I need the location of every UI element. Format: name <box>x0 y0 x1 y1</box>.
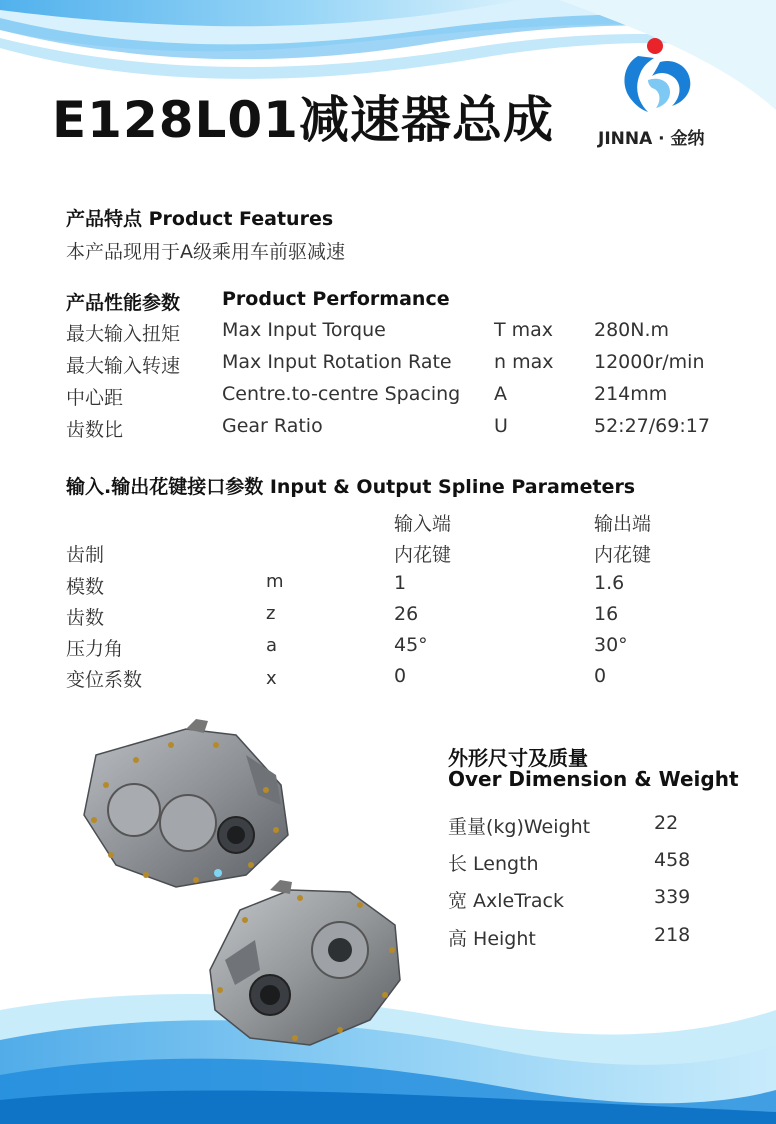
spline-row-output: 30° <box>594 634 628 656</box>
jinna-logo-icon <box>608 36 708 118</box>
perf-row-en: Centre.to-centre Spacing <box>222 383 461 405</box>
dimensions-heading-en: Over Dimension & Weight <box>448 767 739 791</box>
spline-row-label: 变位系数 <box>66 669 143 691</box>
gearbox-image-top <box>76 715 301 890</box>
perf-row-cn: 齿数比 <box>66 419 124 441</box>
spline-row-symbol: x <box>266 668 277 689</box>
spline-col-input: 输入端 <box>394 513 452 535</box>
dimension-value: 339 <box>654 886 691 908</box>
features-heading: 产品特点 Product Features <box>66 208 334 230</box>
dimension-value: 458 <box>654 849 691 871</box>
dimension-label: 宽 AxleTrack <box>448 890 564 912</box>
brand-name: JINNA · 金纳 <box>598 129 705 149</box>
perf-row-symbol: n max <box>494 351 554 373</box>
spline-row-input: 45° <box>394 634 428 656</box>
perf-row-value: 12000r/min <box>594 351 705 373</box>
spline-row-label: 齿制 <box>66 544 105 566</box>
dimension-label: 高 Height <box>448 928 536 950</box>
spline-row-input: 1 <box>394 572 407 594</box>
spline-row-output: 内花键 <box>594 544 652 566</box>
spline-row-symbol: m <box>266 571 284 592</box>
perf-row-symbol: T max <box>494 319 554 341</box>
spline-row-input: 内花键 <box>394 544 452 566</box>
perf-row-value: 280N.m <box>594 319 670 341</box>
spline-row-symbol: a <box>266 635 278 656</box>
spline-row-input: 0 <box>394 665 407 687</box>
spline-row-label: 压力角 <box>66 638 124 660</box>
dimension-value: 218 <box>654 924 691 946</box>
perf-row-symbol: U <box>494 415 508 437</box>
perf-row-symbol: A <box>494 383 507 405</box>
perf-row-value: 214mm <box>594 383 668 405</box>
dimension-label: 重量(kg)Weight <box>448 816 591 838</box>
perf-row-cn: 最大输入转速 <box>66 355 181 377</box>
dimension-label: 长 Length <box>448 853 539 875</box>
spline-row-output: 16 <box>594 603 619 625</box>
gearbox-image-bottom <box>200 880 405 1050</box>
dimension-value: 22 <box>654 812 679 834</box>
perf-row-value: 52:27/69:17 <box>594 415 710 437</box>
spline-row-input: 26 <box>394 603 419 625</box>
spline-row-label: 模数 <box>66 576 105 598</box>
perf-row-en: Max Input Torque <box>222 319 386 341</box>
spline-row-symbol: z <box>266 603 276 624</box>
perf-row-en: Max Input Rotation Rate <box>222 351 452 373</box>
spline-row-output: 0 <box>594 665 607 687</box>
spline-row-output: 1.6 <box>594 572 625 594</box>
perf-row-cn: 最大输入扭矩 <box>66 323 181 345</box>
features-text: 本产品现用于A级乘用车前驱减速 <box>66 241 345 263</box>
perf-row-cn: 中心距 <box>66 387 124 409</box>
page-title: E128L01减速器总成 <box>52 91 554 149</box>
performance-heading-en: Product Performance <box>222 288 450 310</box>
perf-row-en: Gear Ratio <box>222 415 323 437</box>
spline-heading: 输入.输出花键接口参数 Input & Output Spline Parameters <box>66 476 636 498</box>
performance-heading-cn: 产品性能参数 <box>66 292 181 314</box>
spline-col-output: 输出端 <box>594 513 652 535</box>
dimensions-heading-cn: 外形尺寸及质量 <box>448 746 588 770</box>
spline-row-label: 齿数 <box>66 607 105 629</box>
